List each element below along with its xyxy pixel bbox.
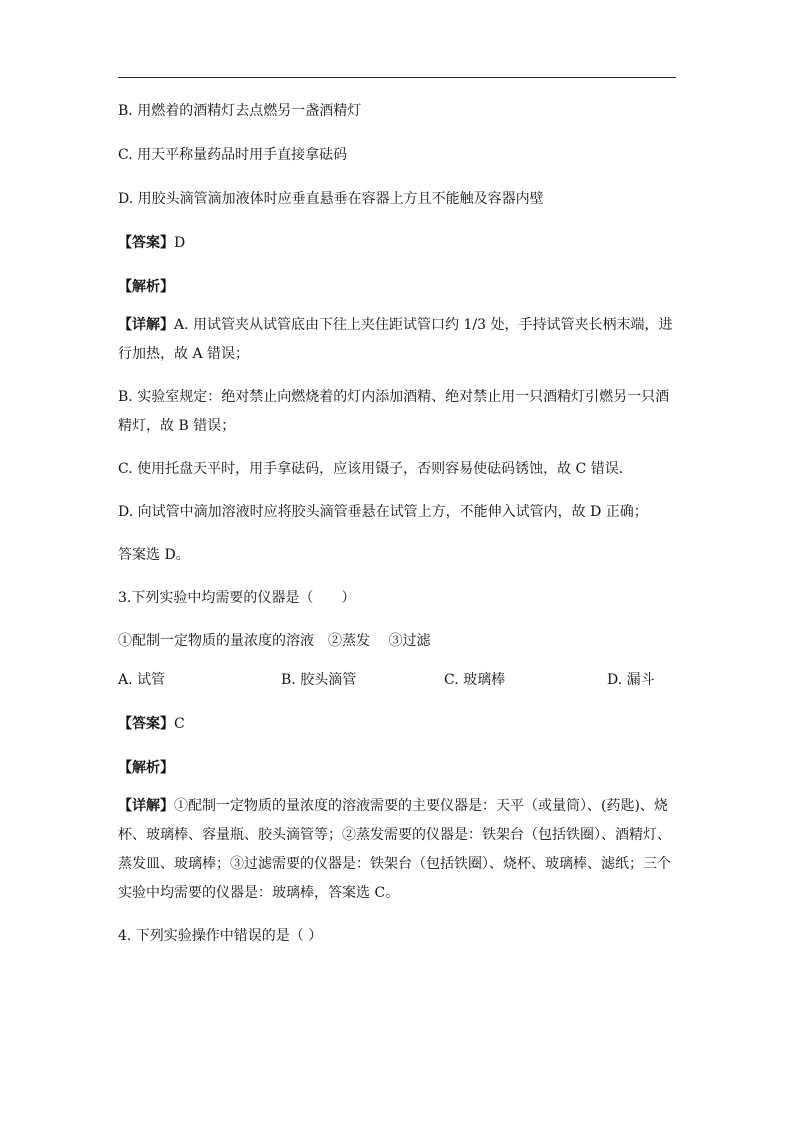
q2-option-c: C. 用天平称量药品时用手直接拿砝码: [118, 147, 348, 163]
answer-value: C: [174, 716, 185, 732]
answer-label: 【答案】: [118, 716, 174, 732]
q3-analysis-label: 【解析】: [118, 760, 174, 776]
detail-label: 【详解】: [118, 317, 174, 333]
q3-stem: 3.下列实验中均需要的仪器是（ ）: [118, 590, 356, 606]
q2-detail-a: [118, 311, 680, 369]
detail-label: 【详解】: [118, 798, 174, 814]
q2-detail-b: B. 实验室规定：绝对禁止向燃烧着的灯内添加酒精、绝对禁止用一只酒精灯引燃另一只酒精灯，故 B 错误；: [118, 389, 670, 434]
q3-detail: [118, 792, 680, 908]
q2-conclusion: 答案选 D。: [118, 547, 190, 563]
q3-option-d: D. 漏斗: [607, 672, 655, 688]
q2-detail-c: C. 使用托盘天平时，用手拿砝码，应该用镊子，否则容易使砝码锈蚀，故 C 错误．: [118, 461, 633, 477]
q2-option-d: D. 用胶头滴管滴加液体时应垂直悬垂在容器上方且不能触及容器内壁: [118, 191, 544, 207]
q3-option-c: C. 玻璃棒: [444, 672, 506, 688]
q3-option-b: B. 胶头滴管: [281, 672, 357, 688]
q3-option-a: A. 试管: [118, 672, 166, 688]
q2-answer: [118, 233, 680, 253]
answer-value: D: [174, 235, 186, 251]
detail-text: ①配制一定物质的量浓度的溶液需要的主要仪器是：天平（或量筒）、(药匙)、烧杯、玻璃棒、容量瓶、胶头滴管等；②蒸发需要的仪器是：铁架台（包括铁圈）、酒精灯、蒸发皿、玻璃棒；③过滤需要的仪器是：铁架台（包括铁圈）、烧杯、玻璃棒、滤纸；三个实验中均需要的仪器是：玻璃棒，答案选 C。: [118, 798, 671, 901]
q3-answer: [118, 714, 680, 734]
q2-option-b: B. 用燃着的酒精灯去点燃另一盏酒精灯: [118, 103, 362, 119]
q4-stem: 4. 下列实验操作中错误的是（ ）: [118, 928, 323, 944]
q3-options: [118, 670, 680, 690]
q2-detail-d: D. 向试管中滴加溶液时应将胶头滴管垂悬在试管上方，不能伸入试管内，故 D 正确；: [118, 504, 648, 520]
document-body: [118, 101, 680, 951]
q3-items: ①配制一定物质的量浓度的溶液 ②蒸发 ③过滤: [118, 633, 431, 649]
detail-text: A. 用试管夹从试管底由下往上夹住距试管口约 1/3 处，手持试管夹长柄末端，进行加热，故 A 错误；: [118, 317, 673, 362]
header-rule: [118, 77, 676, 78]
q2-analysis-label: 【解析】: [118, 279, 174, 295]
answer-label: 【答案】: [118, 235, 174, 251]
